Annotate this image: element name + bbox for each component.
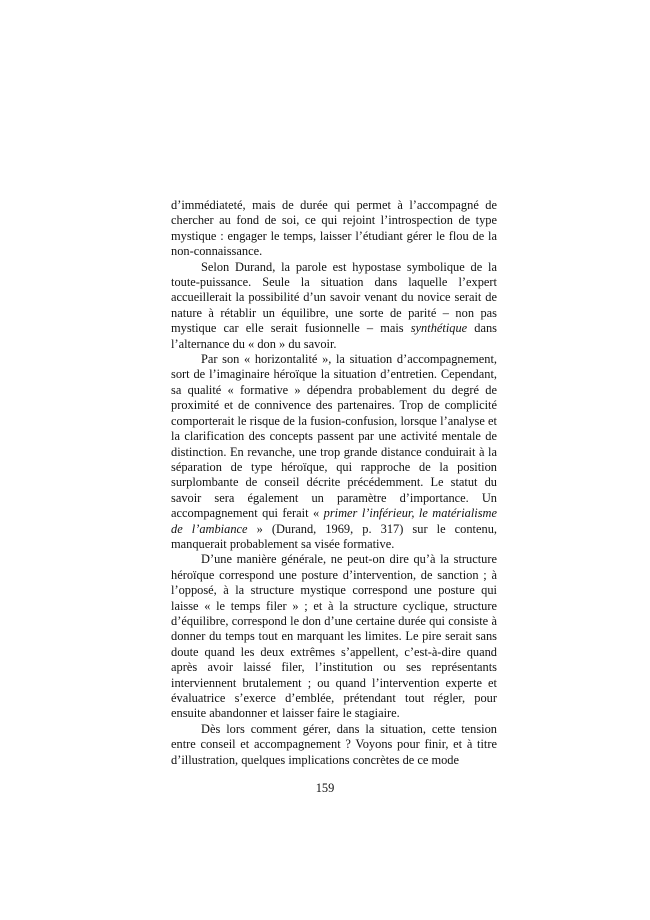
- paragraph-2-text-b: dans l’alternance du « don » du savoir.: [171, 321, 497, 351]
- paragraph-5-text: Dès lors comment gérer, dans la situation, cette tension entre conseil et accompagnement ? Voyons pour finir, et à titre d’illustration, quelques implications concrètes de ce mode: [171, 721, 497, 767]
- paragraph-1: [171, 198, 497, 260]
- paragraph-2-italic: synthétique: [410, 321, 468, 336]
- page-number: 159: [315, 781, 335, 795]
- paragraph-5: [171, 722, 497, 768]
- paragraph-4: [171, 552, 497, 721]
- page-body: [171, 198, 497, 768]
- paragraph-3: [171, 352, 497, 552]
- paragraph-4-text: D’une manière générale, ne peut-on dire qu’à la structure héroïque correspond une posture d’intervention, de sanction ; à l’opposé, à la structure mystique correspond une posture qui laisse « le temps filer » ; et à la structure cyclique, structure d’équilibre, correspond le don d’une certaine durée qui consiste à donner du temps tout en marquant les limites. Le pire serait sans doute quand les deux extrêmes s’appellent, c’est-à-dire quand après avoir laissé filer, l’institution ou ses représentants interviennent brutalement ; ou quand l’intervention experte et évaluatrice s’exerce d’emblée, prétendant tout régler, pour ensuite abandonner et laisser faire le stagiaire.: [171, 552, 497, 721]
- paragraph-3-text-a: Par son « horizontalité », la situation d’accompagnement, sort de l’imaginaire héroïque la situation d’entretien. Cependant, sa qualité « formative » dépendra probablement du degré de proximité et de connivence des partenaires. Trop de complicité comporterait le risque de la fusion-confusion, lorsque l’analyse et la clarification des concepts passent par une activité mentale de distinction. En revanche, une trop grande distance conduirait à la séparation de type héroïque, qui rapproche de la position surplombante de conseil décrite précédemment. Le statut du savoir sera également un paramètre d’importance. Un accompagnement qui ferait «: [171, 352, 497, 521]
- paragraph-2-text-a: Selon Durand, la parole est hypostase symbolique de la toute-puissance. Seule la situation dans laquelle l’expert accueillerait la possibilité d’un savoir venant du novice serait de nature à rétablir un équilibre, une sorte de parité – non pas mystique car elle serait fusionnelle – mais: [171, 259, 497, 336]
- paragraph-1-text: d’immédiateté, mais de durée qui permet à l’accompagné de chercher au fond de soi, ce qui rejoint l’introspection de type mystique : engager le temps, laisser l’étudiant gérer le flou de la non-connaissance.: [171, 198, 497, 259]
- paragraph-3-text-b: » (Durand, 1969, p. 317) sur le contenu, manquerait probablement sa visée formative.: [171, 521, 497, 551]
- paragraph-2: [171, 260, 497, 352]
- paragraph-3-italic-quote: primer l’inférieur, le matérialisme de l’ambiance: [171, 506, 497, 536]
